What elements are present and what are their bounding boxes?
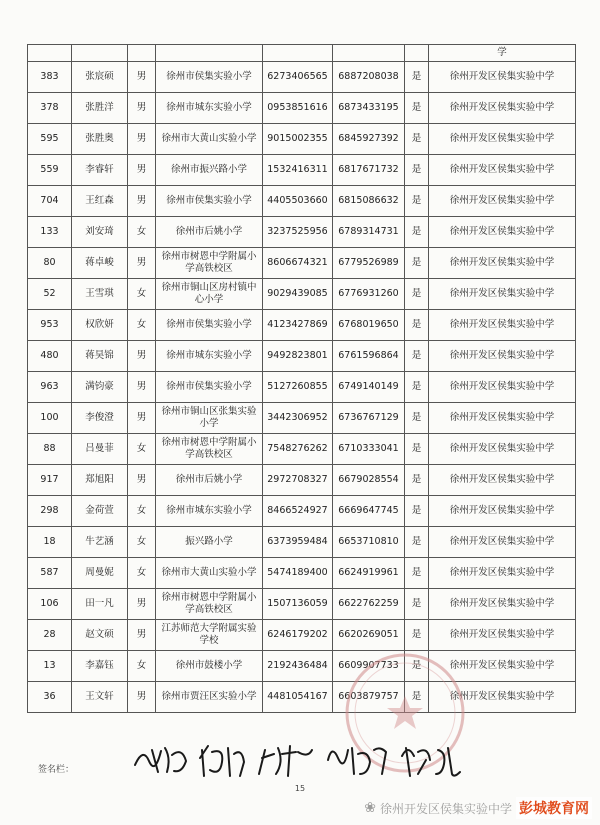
- cell-destination: 徐州开发区侯集实验中学: [429, 248, 576, 279]
- cell-code-a: 3442306952: [263, 403, 333, 434]
- cell-flag: 是: [405, 558, 429, 589]
- table-row: [28, 465, 576, 496]
- cell-school: 徐州市大黄山实验小学: [156, 558, 263, 589]
- table-row: [28, 310, 576, 341]
- cell-flag: 是: [405, 434, 429, 465]
- cell-number: 378: [28, 93, 72, 124]
- cell-code-b: 6845927392: [333, 124, 405, 155]
- cell-flag: 是: [405, 651, 429, 682]
- cell-school: 徐州市侯集实验小学: [156, 62, 263, 93]
- cell-student-name: 满钧豪: [72, 372, 128, 403]
- cell-school: 徐州市贾汪区实验小学: [156, 682, 263, 713]
- cell-number: 80: [28, 248, 72, 279]
- cell-flag: 是: [405, 341, 429, 372]
- cell-gender: 女: [128, 496, 156, 527]
- cell-gender: 男: [128, 620, 156, 651]
- cell-flag: 是: [405, 527, 429, 558]
- table-row: [28, 248, 576, 279]
- cell-student-name: 周曼妮: [72, 558, 128, 589]
- cell-school: 徐州市树恩中学附属小学高铁校区: [156, 248, 263, 279]
- cell-student-name: 蒋卓峻: [72, 248, 128, 279]
- cell-destination: 徐州开发区侯集实验中学: [429, 93, 576, 124]
- cell-code-a: 5474189400: [263, 558, 333, 589]
- cell-code-a: 6373959484: [263, 527, 333, 558]
- table-row: [28, 496, 576, 527]
- cell-gender: 女: [128, 279, 156, 310]
- cell-destination: 徐州开发区侯集实验中学: [429, 124, 576, 155]
- cell-gender: 男: [128, 372, 156, 403]
- cell-code-b: 6669647745: [333, 496, 405, 527]
- cell-school: 徐州市后姚小学: [156, 217, 263, 248]
- cell-gender: 男: [128, 124, 156, 155]
- cell-school: 徐州市树恩中学附属小学高铁校区: [156, 434, 263, 465]
- cell-student-name: 牛艺涵: [72, 527, 128, 558]
- cell-code-b: 6887208038: [333, 62, 405, 93]
- table-row: [28, 186, 576, 217]
- cell-code-a: 5127260855: [263, 372, 333, 403]
- cell-student-name: 赵文硕: [72, 620, 128, 651]
- cell-destination: 徐州开发区侯集实验中学: [429, 155, 576, 186]
- cell-school: 徐州市鼓楼小学: [156, 651, 263, 682]
- cell-code-b: 6710333041: [333, 434, 405, 465]
- cell-school: 徐州市大黄山实验小学: [156, 124, 263, 155]
- cell-number: 383: [28, 62, 72, 93]
- cell-code-b: 6620269051: [333, 620, 405, 651]
- table-row: [28, 341, 576, 372]
- cell-code-a: 4405503660: [263, 186, 333, 217]
- cell-code-a: 4123427869: [263, 310, 333, 341]
- cell-school: 徐州市振兴路小学: [156, 155, 263, 186]
- site-logo: 彭城教育网: [516, 797, 592, 819]
- table-row: [28, 217, 576, 248]
- cell-flag: 是: [405, 403, 429, 434]
- table-row: [28, 620, 576, 651]
- table-row: [28, 527, 576, 558]
- cell-code-a: 1532416311: [263, 155, 333, 186]
- cell-flag: 是: [405, 124, 429, 155]
- cell-destination: 徐州开发区侯集实验中学: [429, 186, 576, 217]
- cell-number: 52: [28, 279, 72, 310]
- cell-code-b: 6768019650: [333, 310, 405, 341]
- table-row: [28, 651, 576, 682]
- cell-destination: 徐州开发区侯集实验中学: [429, 496, 576, 527]
- cell-code-b: 6653710810: [333, 527, 405, 558]
- table-row: [28, 434, 576, 465]
- cell-flag: 是: [405, 248, 429, 279]
- cell-destination: 徐州开发区侯集实验中学: [429, 279, 576, 310]
- watermark-text: 徐州开发区侯集实验中学: [379, 801, 512, 816]
- cell-flag: 是: [405, 372, 429, 403]
- cell-code-b: 6609907733: [333, 651, 405, 682]
- student-roster-table: [27, 44, 576, 713]
- cell-code-a: 9029439085: [263, 279, 333, 310]
- cell-code-b: 6815086632: [333, 186, 405, 217]
- cell-flag: 是: [405, 465, 429, 496]
- cell-code-a: 0953851616: [263, 93, 333, 124]
- cell-code-b: 6603879757: [333, 682, 405, 713]
- cell-destination: 徐州开发区侯集实验中学: [429, 589, 576, 620]
- cell-school: 徐州市城东实验小学: [156, 341, 263, 372]
- wechat-icon: ❀: [364, 800, 376, 816]
- cell-code-b: 6749140149: [333, 372, 405, 403]
- cell-code-b: 6622762259: [333, 589, 405, 620]
- cell-destination: 徐州开发区侯集实验中学: [429, 527, 576, 558]
- table-row: [28, 155, 576, 186]
- cell-gender: 男: [128, 62, 156, 93]
- cell-number: 953: [28, 310, 72, 341]
- cell-student-name: 张胜洋: [72, 93, 128, 124]
- cell-school: 徐州市城东实验小学: [156, 496, 263, 527]
- cell-code-a: 8606674321: [263, 248, 333, 279]
- cell-code-b: 6817671732: [333, 155, 405, 186]
- cell-gender: 男: [128, 589, 156, 620]
- table-row: [28, 558, 576, 589]
- cell-code-a: 6246179202: [263, 620, 333, 651]
- cell-number: 88: [28, 434, 72, 465]
- cell-student-name: 李嘉钰: [72, 651, 128, 682]
- cell-number: 133: [28, 217, 72, 248]
- cell-gender: 女: [128, 651, 156, 682]
- cell-destination: 徐州开发区侯集实验中学: [429, 341, 576, 372]
- page-number: 15: [294, 784, 306, 793]
- cell-school: 徐州市城东实验小学: [156, 93, 263, 124]
- cell-code-a: 4481054167: [263, 682, 333, 713]
- cell-code-b: 6736767129: [333, 403, 405, 434]
- cell-student-name: 刘安琦: [72, 217, 128, 248]
- cell-gender: 女: [128, 527, 156, 558]
- cell-student-name: 蒋昊锦: [72, 341, 128, 372]
- cell-student-name: 张胜奥: [72, 124, 128, 155]
- table-row: [28, 279, 576, 310]
- cell-student-name: 权欣妍: [72, 310, 128, 341]
- cell-flag: 是: [405, 217, 429, 248]
- cell-student-name: 李睿轩: [72, 155, 128, 186]
- cell-number: 963: [28, 372, 72, 403]
- cell-school: 徐州市铜山区张集实验小学: [156, 403, 263, 434]
- cell-number: 18: [28, 527, 72, 558]
- cell-number: 100: [28, 403, 72, 434]
- cell-destination: 徐州开发区侯集实验中学: [429, 310, 576, 341]
- cell-destination: 徐州开发区侯集实验中学: [429, 434, 576, 465]
- cell-student-name: 田一凡: [72, 589, 128, 620]
- cell-code-a: 2192436484: [263, 651, 333, 682]
- cell-student-name: 金荷萱: [72, 496, 128, 527]
- cell-code-a: 8466524927: [263, 496, 333, 527]
- continuation-cell: 学: [429, 45, 576, 62]
- cell-student-name: 王雪琪: [72, 279, 128, 310]
- roster-body: [28, 45, 576, 713]
- cell-number: 704: [28, 186, 72, 217]
- cell-code-b: 6779526989: [333, 248, 405, 279]
- cell-flag: 是: [405, 155, 429, 186]
- cell-flag: 是: [405, 589, 429, 620]
- cell-school: 徐州市侯集实验小学: [156, 372, 263, 403]
- cell-code-b: 6776931260: [333, 279, 405, 310]
- table-row: [28, 93, 576, 124]
- cell-flag: 是: [405, 93, 429, 124]
- cell-student-name: 张宸硕: [72, 62, 128, 93]
- cell-code-b: 6679028554: [333, 465, 405, 496]
- cell-school: 徐州市后姚小学: [156, 465, 263, 496]
- cell-school: 振兴路小学: [156, 527, 263, 558]
- cell-school: 徐州市树恩中学附属小学高铁校区: [156, 589, 263, 620]
- cell-number: 559: [28, 155, 72, 186]
- table-row: [28, 589, 576, 620]
- handwritten-signatures: [130, 730, 530, 785]
- table-row-continuation: [28, 45, 576, 62]
- cell-flag: 是: [405, 310, 429, 341]
- cell-destination: 徐州开发区侯集实验中学: [429, 217, 576, 248]
- signature-label: 签名栏：: [38, 765, 75, 775]
- cell-school: 江苏师范大学附属实验学校: [156, 620, 263, 651]
- cell-student-name: 王红森: [72, 186, 128, 217]
- watermark: [364, 797, 592, 819]
- cell-number: 28: [28, 620, 72, 651]
- cell-gender: 男: [128, 186, 156, 217]
- cell-code-b: 6873433195: [333, 93, 405, 124]
- cell-number: 917: [28, 465, 72, 496]
- cell-code-b: 6624919961: [333, 558, 405, 589]
- cell-flag: 是: [405, 186, 429, 217]
- cell-gender: 男: [128, 341, 156, 372]
- cell-code-a: 7548276262: [263, 434, 333, 465]
- cell-school: 徐州市侯集实验小学: [156, 310, 263, 341]
- cell-student-name: 郑旭阳: [72, 465, 128, 496]
- cell-flag: 是: [405, 62, 429, 93]
- cell-gender: 女: [128, 434, 156, 465]
- cell-number: 106: [28, 589, 72, 620]
- table-row: [28, 124, 576, 155]
- cell-gender: 男: [128, 403, 156, 434]
- cell-destination: 徐州开发区侯集实验中学: [429, 465, 576, 496]
- cell-number: 13: [28, 651, 72, 682]
- cell-gender: 女: [128, 558, 156, 589]
- cell-school: 徐州市侯集实验小学: [156, 186, 263, 217]
- cell-destination: 徐州开发区侯集实验中学: [429, 620, 576, 651]
- cell-gender: 男: [128, 93, 156, 124]
- cell-number: 595: [28, 124, 72, 155]
- cell-number: 36: [28, 682, 72, 713]
- cell-destination: 徐州开发区侯集实验中学: [429, 558, 576, 589]
- table-row: [28, 62, 576, 93]
- cell-destination: 徐州开发区侯集实验中学: [429, 403, 576, 434]
- cell-flag: 是: [405, 496, 429, 527]
- cell-student-name: 吕曼菲: [72, 434, 128, 465]
- cell-number: 298: [28, 496, 72, 527]
- cell-gender: 男: [128, 682, 156, 713]
- cell-gender: 女: [128, 217, 156, 248]
- cell-flag: 是: [405, 620, 429, 651]
- cell-destination: 徐州开发区侯集实验中学: [429, 651, 576, 682]
- cell-code-b: 6761596864: [333, 341, 405, 372]
- cell-code-a: 9015002355: [263, 124, 333, 155]
- cell-code-a: 3237525956: [263, 217, 333, 248]
- cell-code-a: 9492823801: [263, 341, 333, 372]
- cell-gender: 男: [128, 248, 156, 279]
- cell-flag: 是: [405, 682, 429, 713]
- cell-flag: 是: [405, 279, 429, 310]
- cell-gender: 女: [128, 310, 156, 341]
- cell-code-a: 1507136059: [263, 589, 333, 620]
- table-row: [28, 372, 576, 403]
- table-row: [28, 682, 576, 713]
- cell-destination: 徐州开发区侯集实验中学: [429, 62, 576, 93]
- cell-school: 徐州市铜山区房村镇中心小学: [156, 279, 263, 310]
- cell-destination: 徐州开发区侯集实验中学: [429, 682, 576, 713]
- cell-gender: 男: [128, 465, 156, 496]
- cell-student-name: 王文轩: [72, 682, 128, 713]
- cell-code-b: 6789314731: [333, 217, 405, 248]
- cell-gender: 男: [128, 155, 156, 186]
- table-row: [28, 403, 576, 434]
- cell-code-a: 6273406565: [263, 62, 333, 93]
- cell-code-a: 2972708327: [263, 465, 333, 496]
- cell-number: 480: [28, 341, 72, 372]
- cell-number: 587: [28, 558, 72, 589]
- cell-student-name: 李俊澄: [72, 403, 128, 434]
- cell-destination: 徐州开发区侯集实验中学: [429, 372, 576, 403]
